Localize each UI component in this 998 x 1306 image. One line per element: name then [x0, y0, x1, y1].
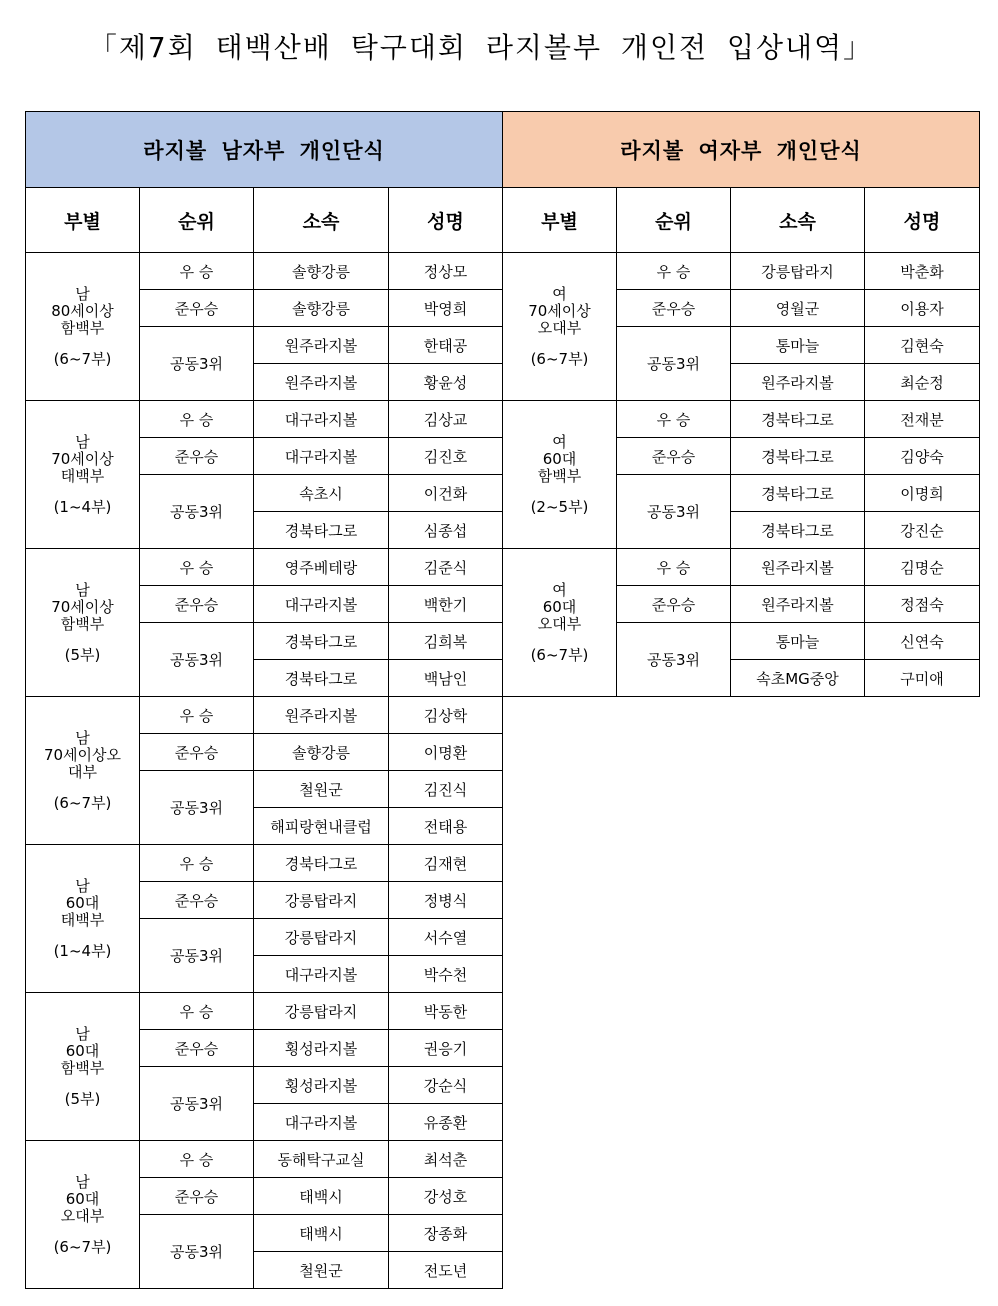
player-name-cell: 김상학 — [389, 697, 503, 734]
player-name-cell: 백한기 — [389, 586, 503, 623]
division-label-line: 70세이상 — [528, 301, 591, 320]
affiliation-cell: 대구라지볼 — [254, 1104, 389, 1141]
affiliation-cell: 원주라지볼 — [254, 364, 389, 401]
affiliation-cell: 경북타그로 — [731, 401, 865, 438]
division-label-line: 80세이상 — [51, 301, 114, 320]
women-banner: 라지볼 여자부 개인단식 — [503, 112, 980, 188]
rank-joint-third: 공동3위 — [140, 623, 254, 697]
player-name-cell: 이명환 — [389, 734, 503, 771]
player-name-cell: 서수열 — [389, 919, 503, 956]
table-row — [503, 549, 980, 586]
affiliation-cell: 영주베테랑 — [254, 549, 389, 586]
division-tier: (6~7부) — [530, 349, 589, 368]
table-row — [26, 993, 503, 1030]
affiliation-cell: 대구라지볼 — [254, 401, 389, 438]
rank-joint-third: 공동3위 — [617, 475, 731, 549]
women-results-table — [502, 111, 980, 697]
player-name-cell: 최석춘 — [389, 1141, 503, 1178]
rank-runner-up: 준우승 — [140, 290, 254, 327]
rank-joint-third: 공동3위 — [140, 1067, 254, 1141]
division-label-line: 70세이상 — [51, 597, 114, 616]
division-label-line: 오대부 — [60, 1206, 105, 1225]
affiliation-cell: 경북타그로 — [254, 660, 389, 697]
rank-runner-up: 준우승 — [617, 586, 731, 623]
division-label-line: 남 — [75, 432, 90, 451]
affiliation-cell: 경북타그로 — [254, 845, 389, 882]
affiliation-cell: 강릉탑라지 — [254, 993, 389, 1030]
division-header: 부별 — [26, 188, 140, 253]
player-name-cell: 이건화 — [389, 475, 503, 512]
rank-joint-third: 공동3위 — [140, 771, 254, 845]
division-tier: (6~7부) — [53, 1237, 112, 1256]
division-tier: (6~7부) — [53, 349, 112, 368]
table-row — [26, 697, 503, 734]
affiliation-cell: 철원군 — [254, 771, 389, 808]
affiliation-cell: 속초MG중앙 — [731, 660, 865, 697]
division-label-line: 여 — [552, 580, 567, 599]
affiliation-cell: 경북타그로 — [731, 438, 865, 475]
division-label-line: 태백부 — [60, 466, 105, 485]
division-label-line: 70세이상 — [51, 449, 114, 468]
division-label-line: 태백부 — [60, 910, 105, 929]
player-name-cell: 장종화 — [389, 1215, 503, 1252]
men-header-row — [26, 188, 503, 253]
affiliation-cell: 동해탁구교실 — [254, 1141, 389, 1178]
affiliation-cell: 영월군 — [731, 290, 865, 327]
division-spacer — [503, 633, 616, 647]
table-row — [26, 549, 503, 586]
division-cell — [26, 253, 140, 401]
affiliation-cell: 강릉탑라지 — [254, 919, 389, 956]
affiliation-cell: 대구라지볼 — [254, 956, 389, 993]
division-label-line: 남 — [75, 728, 90, 747]
rank-winner: 우 승 — [140, 845, 254, 882]
rank-runner-up: 준우승 — [140, 882, 254, 919]
rank-winner: 우 승 — [140, 549, 254, 586]
affiliation-cell: 원주라지볼 — [254, 697, 389, 734]
division-spacer — [26, 485, 139, 499]
rank-runner-up: 준우승 — [140, 1178, 254, 1215]
table-row — [503, 253, 980, 290]
rank-joint-third: 공동3위 — [140, 327, 254, 401]
affiliation-cell: 횡성라지볼 — [254, 1030, 389, 1067]
affiliation-cell: 속초시 — [254, 475, 389, 512]
division-spacer — [503, 485, 616, 499]
rank-header: 순위 — [140, 188, 254, 253]
player-name-cell: 전태용 — [389, 808, 503, 845]
division-label-line: 여 — [552, 432, 567, 451]
division-spacer — [26, 1225, 139, 1239]
affiliation-header: 소속 — [254, 188, 389, 253]
division-cell — [26, 549, 140, 697]
player-name-cell: 심종섭 — [389, 512, 503, 549]
men-results-table — [25, 111, 503, 1289]
rank-joint-third: 공동3위 — [140, 1215, 254, 1289]
player-name-cell: 전재분 — [865, 401, 980, 438]
affiliation-cell: 원주라지볼 — [731, 586, 865, 623]
page-title: 「제7회 태백산배 탁구대회 라지볼부 개인전 입상내역」 — [88, 31, 874, 64]
player-name-cell: 강순식 — [389, 1067, 503, 1104]
affiliation-cell: 원주라지볼 — [254, 327, 389, 364]
rank-runner-up: 준우승 — [617, 290, 731, 327]
division-cell — [26, 697, 140, 845]
player-name-cell: 이명희 — [865, 475, 980, 512]
division-label-line: 남 — [75, 1172, 90, 1191]
rank-runner-up: 준우승 — [617, 438, 731, 475]
division-label-line: 남 — [75, 580, 90, 599]
rank-winner: 우 승 — [140, 401, 254, 438]
division-label-line: 남 — [75, 284, 90, 303]
player-name-cell: 이용자 — [865, 290, 980, 327]
division-tier: (5부) — [64, 1089, 101, 1108]
rank-joint-third: 공동3위 — [140, 919, 254, 993]
player-name-cell: 황윤성 — [389, 364, 503, 401]
player-name-cell: 최순정 — [865, 364, 980, 401]
division-header: 부별 — [503, 188, 617, 253]
affiliation-cell: 원주라지볼 — [731, 549, 865, 586]
player-name-cell: 박수천 — [389, 956, 503, 993]
name-header: 성명 — [865, 188, 980, 253]
affiliation-cell: 솔향강릉 — [254, 734, 389, 771]
player-name-cell: 김진식 — [389, 771, 503, 808]
player-name-cell: 정상모 — [389, 253, 503, 290]
division-label-line: 60대 — [65, 1189, 100, 1208]
name-header: 성명 — [389, 188, 503, 253]
division-cell — [26, 1141, 140, 1289]
affiliation-cell: 태백시 — [254, 1178, 389, 1215]
women-banner-row — [503, 112, 980, 188]
division-label-line: 남 — [75, 876, 90, 895]
player-name-cell: 백남인 — [389, 660, 503, 697]
rank-joint-third: 공동3위 — [617, 623, 731, 697]
division-spacer — [26, 337, 139, 351]
table-row — [26, 1141, 503, 1178]
table-row — [503, 401, 980, 438]
player-name-cell: 김명순 — [865, 549, 980, 586]
player-name-cell: 박춘화 — [865, 253, 980, 290]
division-cell — [503, 549, 617, 697]
division-cell — [26, 845, 140, 993]
player-name-cell: 전도년 — [389, 1252, 503, 1289]
player-name-cell: 김진호 — [389, 438, 503, 475]
rank-winner: 우 승 — [140, 253, 254, 290]
men-banner-row — [26, 112, 503, 188]
division-cell — [503, 401, 617, 549]
affiliation-cell: 경북타그로 — [254, 512, 389, 549]
affiliation-cell: 원주라지볼 — [731, 364, 865, 401]
player-name-cell: 구미애 — [865, 660, 980, 697]
division-cell — [26, 993, 140, 1141]
rank-winner: 우 승 — [140, 993, 254, 1030]
affiliation-cell: 태백시 — [254, 1215, 389, 1252]
rank-winner: 우 승 — [140, 697, 254, 734]
affiliation-cell: 통마늘 — [731, 623, 865, 660]
rank-winner: 우 승 — [140, 1141, 254, 1178]
player-name-cell: 신연숙 — [865, 623, 980, 660]
affiliation-cell: 경북타그로 — [731, 512, 865, 549]
division-spacer — [26, 929, 139, 943]
affiliation-cell: 대구라지볼 — [254, 438, 389, 475]
affiliation-cell: 경북타그로 — [254, 623, 389, 660]
player-name-cell: 정병식 — [389, 882, 503, 919]
affiliation-cell: 횡성라지볼 — [254, 1067, 389, 1104]
division-tier: (2~5부) — [530, 497, 589, 516]
player-name-cell: 김희복 — [389, 623, 503, 660]
rank-winner: 우 승 — [617, 549, 731, 586]
player-name-cell: 김현숙 — [865, 327, 980, 364]
women-header-row — [503, 188, 980, 253]
affiliation-cell: 경북타그로 — [731, 475, 865, 512]
player-name-cell: 정점숙 — [865, 586, 980, 623]
affiliation-header: 소속 — [731, 188, 865, 253]
rank-joint-third: 공동3위 — [140, 475, 254, 549]
player-name-cell: 한태공 — [389, 327, 503, 364]
rank-winner: 우 승 — [617, 401, 731, 438]
division-cell — [26, 401, 140, 549]
player-name-cell: 박영희 — [389, 290, 503, 327]
division-label-line: 남 — [75, 1024, 90, 1043]
rank-runner-up: 준우승 — [140, 1030, 254, 1067]
affiliation-cell: 솔향강릉 — [254, 253, 389, 290]
rank-runner-up: 준우승 — [140, 586, 254, 623]
player-name-cell: 강성호 — [389, 1178, 503, 1215]
table-row — [26, 253, 503, 290]
division-label-line: 오대부 — [537, 614, 582, 633]
division-tier: (6~7부) — [53, 793, 112, 812]
table-row — [26, 401, 503, 438]
division-label-line: 60대 — [542, 597, 577, 616]
affiliation-cell: 해피랑현내클럽 — [254, 808, 389, 845]
rank-runner-up: 준우승 — [140, 438, 254, 475]
affiliation-cell: 철원군 — [254, 1252, 389, 1289]
table-row — [26, 845, 503, 882]
division-spacer — [503, 337, 616, 351]
player-name-cell: 강진순 — [865, 512, 980, 549]
division-label-line: 함백부 — [60, 1058, 105, 1077]
affiliation-cell: 솔향강릉 — [254, 290, 389, 327]
player-name-cell: 김상교 — [389, 401, 503, 438]
division-label-line: 함백부 — [537, 466, 582, 485]
division-label-line: 대부 — [68, 762, 97, 781]
division-label-line: 60대 — [542, 449, 577, 468]
division-spacer — [26, 781, 139, 795]
player-name-cell: 박동한 — [389, 993, 503, 1030]
division-tier: (6~7부) — [530, 645, 589, 664]
division-label-line: 오대부 — [537, 318, 582, 337]
rank-header: 순위 — [617, 188, 731, 253]
player-name-cell: 유종환 — [389, 1104, 503, 1141]
division-label-line: 함백부 — [60, 318, 105, 337]
division-tier: (1~4부) — [53, 497, 112, 516]
affiliation-cell: 강릉탑라지 — [731, 253, 865, 290]
player-name-cell: 김준식 — [389, 549, 503, 586]
men-banner: 라지볼 남자부 개인단식 — [26, 112, 503, 188]
division-label-line: 함백부 — [60, 614, 105, 633]
division-cell — [503, 253, 617, 401]
player-name-cell: 권응기 — [389, 1030, 503, 1067]
affiliation-cell: 대구라지볼 — [254, 586, 389, 623]
division-tier: (5부) — [64, 645, 101, 664]
division-label-line: 여 — [552, 284, 567, 303]
rank-winner: 우 승 — [617, 253, 731, 290]
division-spacer — [26, 633, 139, 647]
rank-runner-up: 준우승 — [140, 734, 254, 771]
player-name-cell: 김재현 — [389, 845, 503, 882]
division-tier: (1~4부) — [53, 941, 112, 960]
affiliation-cell: 통마늘 — [731, 327, 865, 364]
player-name-cell: 김양숙 — [865, 438, 980, 475]
affiliation-cell: 강릉탑라지 — [254, 882, 389, 919]
division-label-line: 60대 — [65, 1041, 100, 1060]
rank-joint-third: 공동3위 — [617, 327, 731, 401]
division-label-line: 60대 — [65, 893, 100, 912]
division-label-line: 70세이상오 — [43, 745, 122, 764]
division-spacer — [26, 1077, 139, 1091]
